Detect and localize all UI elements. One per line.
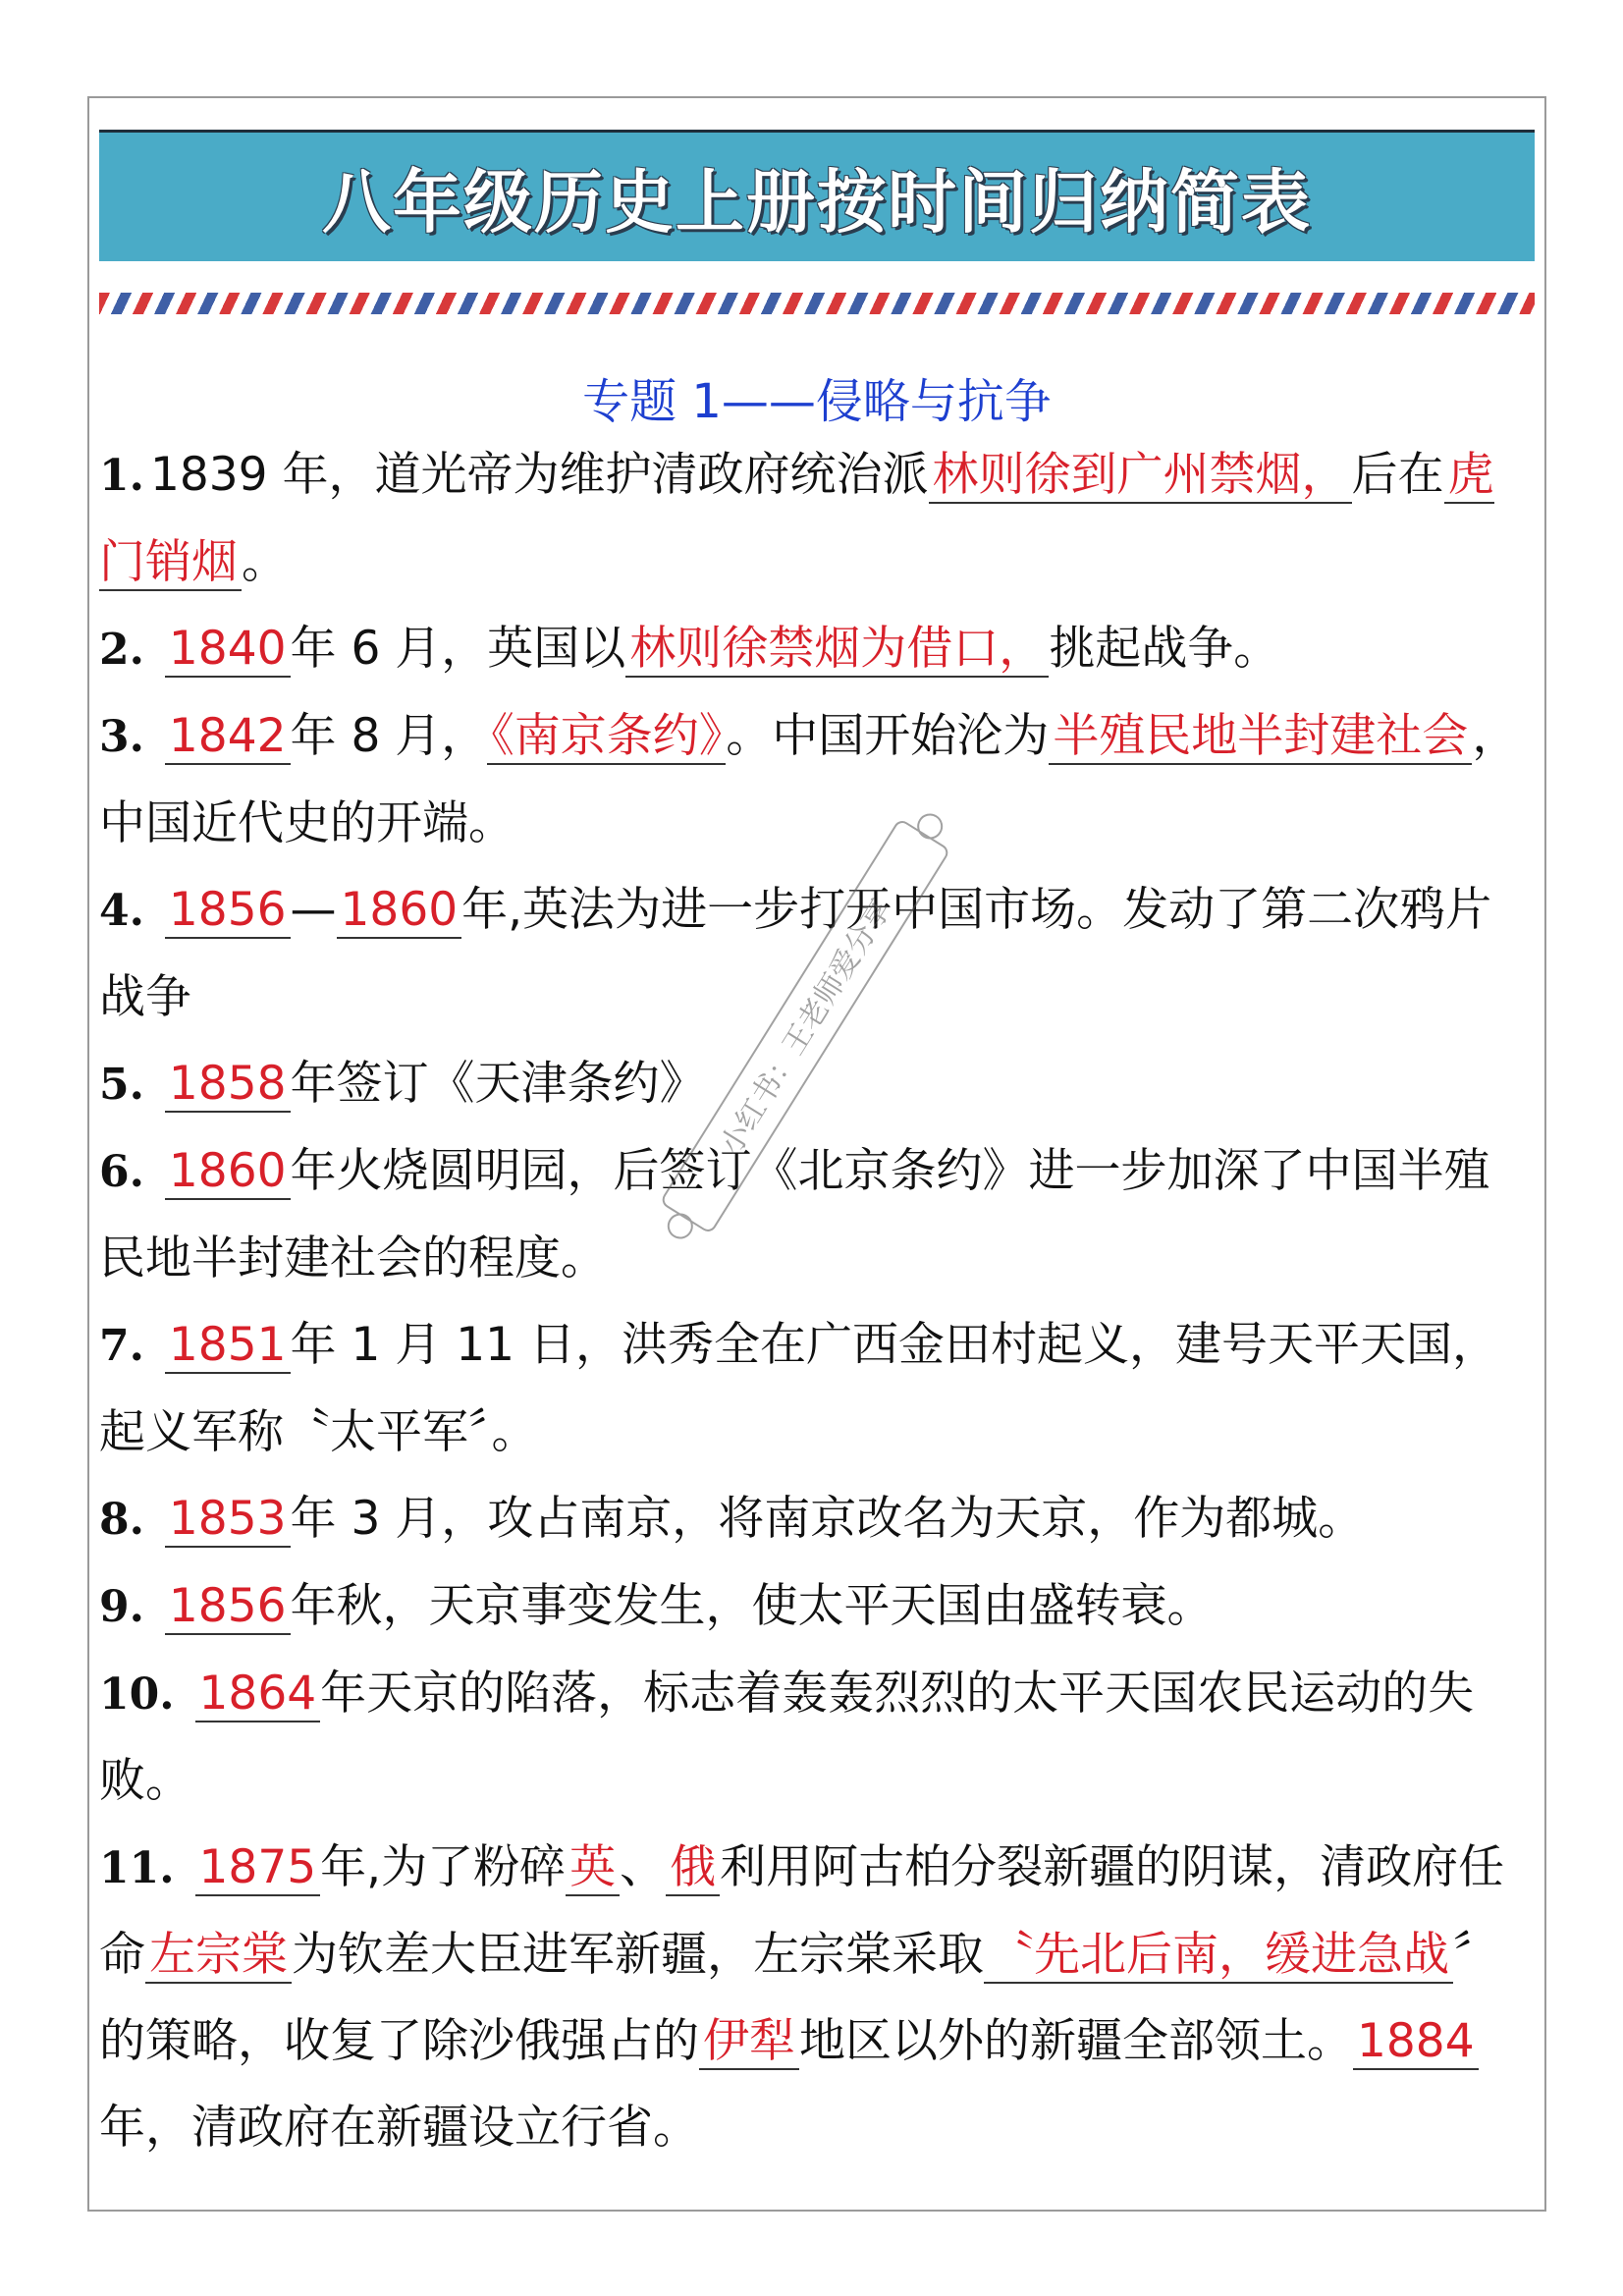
answer-blank: 1842 (165, 709, 291, 765)
item-list (99, 432, 1535, 2171)
list-item: 4. 1856—1860年,英法为进一步打开中国市场。发动了第二次鸦片战争 (99, 883, 1492, 1024)
answer-blank: 《南京条约》 (487, 709, 726, 765)
answer-blank: 1840 (165, 622, 291, 678)
answer-blank: 半殖民地半封建社会 (1049, 709, 1472, 765)
answer-blank: 1860 (337, 883, 462, 939)
answer-blank: 1856 (165, 1579, 291, 1635)
list-item: 2. 1840年 6 月，英国以林则徐禁烟为借口，挑起战争。 (99, 622, 1280, 676)
answer-blank: 伊犁 (699, 2014, 799, 2070)
answer-blank: 英 (566, 1840, 620, 1896)
answer-blank: 1884 (1353, 2014, 1479, 2070)
list-item: 10. 1864年天京的陷落，标志着轰轰烈烈的太平天国农民运动的失败。 (99, 1667, 1475, 1808)
list-item: 9. 1856年秋，天京事变发生，使太平天国由盛转衰。 (99, 1579, 1214, 1633)
decorative-stripe (99, 293, 1535, 314)
list-item: 7. 1851年 1 月 11 日，洪秀全在广西金田村起义，建号天平天国，起义军称〝太平军〞。 (99, 1318, 1498, 1459)
answer-blank: 1858 (165, 1057, 291, 1113)
answer-blank: 左宗棠 (145, 1928, 292, 1984)
answer-blank: 俄 (666, 1840, 720, 1896)
answer-blank: 1864 (195, 1667, 321, 1722)
answer-blank: 1851 (165, 1318, 291, 1374)
answer-blank: 1853 (165, 1492, 291, 1548)
list-item: 8. 1853年 3 月，攻占南京，将南京改名为天京，作为都城。 (99, 1492, 1365, 1546)
list-item: 11. 1875年,为了粉碎英、俄利用阿古柏分裂新疆的阴谋，清政府任命左宗棠为钦差大臣进军新疆，左宗棠采取〝先北后南，缓进急战〞的策略，收复了除沙俄强占的伊犁地区以外的新疆全部领土。1884年，清政府在新疆设立行省。 (99, 1840, 1505, 2155)
answer-blank: 〝先北后南，缓进急战 (984, 1928, 1453, 1984)
list-item: 6. 1860年火烧圆明园，后签订《北京条约》进一步加深了中国半殖民地半封建社会的程度。 (99, 1144, 1490, 1285)
title-banner (99, 130, 1535, 261)
list-item: 5. 1858年签订《天津条约》 (99, 1057, 706, 1111)
answer-blank: 1856 (165, 883, 291, 939)
list-item: 1. 1839 年，道光帝为维护清政府统治派林则徐到广州禁烟，后在虎门销烟。 (99, 448, 1494, 589)
answer-blank: 林则徐禁烟为借口， (625, 622, 1049, 678)
answer-blank: 1860 (165, 1144, 291, 1200)
answer-blank: 虎门销烟 (99, 448, 1494, 589)
page-title: 八年级历史上册按时间归纳简表 (322, 162, 1312, 243)
watermark-text: 小红书：王老师爱分享 (713, 893, 899, 1162)
answer-blank: 林则徐到广州禁烟， (929, 448, 1352, 504)
answer-blank: 1875 (195, 1840, 321, 1896)
section-subtitle: 专题 1——侵略与抗争 (582, 374, 1052, 429)
list-item: 3. 1842年 8 月，《南京条约》。中国开始沦为半殖民地半封建社会，中国近代史的开端。 (99, 709, 1519, 850)
